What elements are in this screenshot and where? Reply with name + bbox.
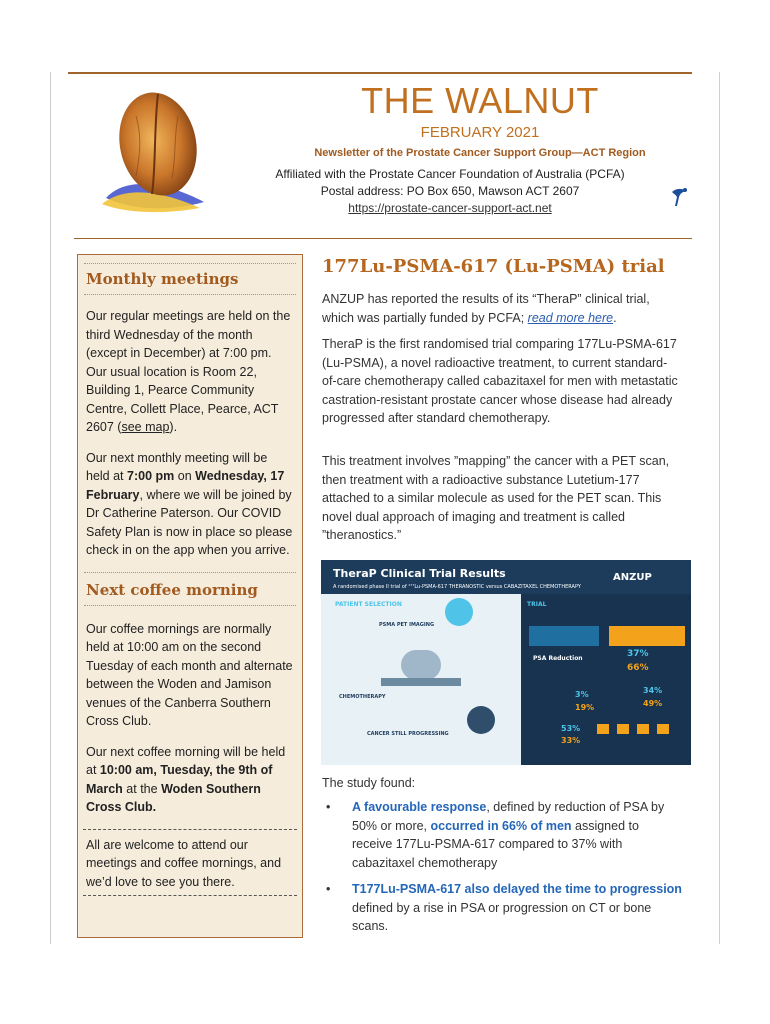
issue-month: FEBRUARY 2021	[420, 124, 540, 141]
read-more-link[interactable]: read more here	[527, 310, 614, 325]
next-meeting-c: on	[174, 469, 196, 483]
next-meeting-e: , where we will be joined by Dr Catherine Paterson. Our COVID Safety Plan is now in place so please check in on the app when you arrive.	[86, 487, 293, 557]
next-meeting-text	[78, 449, 302, 560]
psma-pet-label: PSMA PET IMAGING	[379, 622, 435, 628]
finding-text: assigned to receive 177Lu-PSMA-617 compared to 37% with cabazitaxel chemotherapy	[352, 818, 639, 870]
coffee-morning-heading: Next coffee morning	[86, 580, 258, 599]
next-coffee-a: Our next coffee morning will be held at	[86, 744, 286, 777]
next-meeting-a: Our next monthly meeting will be held at	[86, 450, 268, 483]
cabazitaxel-box	[529, 626, 599, 646]
sidebar-panel	[77, 254, 303, 938]
monthly-text-b: ).	[169, 420, 178, 434]
monthly-meetings-text	[78, 307, 302, 437]
infographic-subtitle: A randomised phase II trial of ¹⁷⁷Lu-PSMA-617 THERANOSTIC versus CABAZITAXEL CHEMOTHERAPY	[333, 584, 581, 590]
next-coffee-time: 10:00 am, Tuesday, the 9th of March	[86, 763, 273, 796]
cell-image	[467, 706, 495, 734]
finding-item	[322, 798, 682, 872]
finding-highlight: occurred in 66% of men	[430, 818, 572, 833]
next-coffee-venue: Woden Southern Cross Club.	[86, 781, 261, 814]
next-coffee-text	[78, 743, 302, 817]
see-map-link[interactable]: see map	[121, 420, 170, 434]
walnut-logo	[96, 86, 214, 214]
article-paragraph-therap: TheraP is the first randomised trial comparing 177Lu-PSMA-617 (Lu-PSMA), a novel radioactive treatment, to current standard-of-care chemotherapy called cabazitaxel for men with metastatic castration-resistant prostate cancer whose disease had already progressed after standard chemotherapy.	[322, 337, 678, 425]
intro-end: .	[613, 310, 617, 325]
article-intro	[322, 290, 680, 327]
monthly-meetings-heading: Monthly meetings	[86, 270, 239, 288]
postal-address: Postal address: PO Box 650, Mawson ACT 2607	[320, 184, 580, 198]
infographic-title: TheraP Clinical Trial Results	[333, 567, 506, 580]
side-effect-icon	[597, 724, 609, 734]
website-link[interactable]: https://prostate-cancer-support-act.net	[348, 201, 552, 215]
finding-text: defined by a rise in PSA or progression on CT or bone scans.	[352, 900, 652, 933]
side-effect-icon	[617, 724, 629, 734]
newsletter-subtitle: Newsletter of the Prostate Cancer Support Group—ACT Region	[314, 147, 646, 159]
side-effect-icon	[657, 724, 669, 734]
divider	[83, 829, 297, 830]
next-coffee-c: at the	[122, 781, 162, 796]
article-heading: 177Lu-PSMA-617 (Lu-PSMA) trial	[322, 256, 665, 277]
welcome-text: All are welcome to attend our meetings and coffee mornings, and we’d love to see you there.	[86, 837, 282, 889]
article-paragraph-theranostics: This treatment involves ”mapping” the cancer with a PET scan, then treatment with a radioactive substance Lutetium-177 attached to a similar molecule as used for the PET scan. This novel dual approach of imaging and treatment is called ”theranostics.”	[322, 454, 670, 542]
trial-infographic	[321, 560, 691, 765]
finding-item	[322, 880, 682, 936]
stat-34: 34%	[643, 686, 663, 695]
header-top-rule	[68, 72, 692, 74]
stat-3: 3%	[575, 690, 589, 699]
scanner-shape	[401, 650, 441, 680]
stat-33: 33%	[561, 736, 581, 745]
finding-highlight: T177Lu-PSMA-617 also delayed the time to progression	[352, 882, 682, 896]
pcfa-logo-icon	[668, 186, 690, 208]
divider	[83, 895, 297, 896]
right-border	[719, 72, 720, 944]
finding-text: , defined by reduction of PSA by 50% or more,	[352, 800, 665, 833]
stat-49: 49%	[643, 699, 663, 708]
infographic-graphic	[321, 560, 691, 765]
findings-list	[322, 798, 682, 944]
study-found-label: The study found:	[322, 776, 416, 790]
patient-selection-label: PATIENT SELECTION	[335, 601, 402, 608]
stat-53: 53%	[561, 724, 581, 733]
monthly-text-a: Our regular meetings are held on the third Wednesday of the month (except in December) at 7:00 pm. Our usual location is Room 22, Building 1, Pearce Community Centre, Collett Place, Pearce, ACT 2607 (	[86, 309, 291, 434]
psa-reduction-label: PSA Reduction	[533, 655, 583, 662]
affiliation-block	[240, 166, 660, 217]
progressing-label: CANCER STILL PROGRESSING	[367, 731, 449, 737]
next-meeting-time: 7:00 pm	[127, 469, 175, 483]
divider	[84, 605, 296, 606]
stat-37: 37%	[627, 649, 649, 659]
newsletter-title: THE WALNUT	[361, 80, 599, 121]
next-meeting-date: Wednesday, 17 February	[86, 469, 285, 502]
chemotherapy-label: CHEMOTHERAPY	[339, 694, 386, 700]
divider	[84, 294, 296, 295]
coffee-morning-text: Our coffee mornings are normally held at 10:00 am on the second Tuesday of each month and alternate between the Woden and Jamison venues of the Canberra Southern Cross Club.	[86, 621, 293, 728]
anzup-logo: ANZUP	[613, 572, 652, 583]
affiliation-text: Affiliated with the Prostate Cancer Foundation of Australia (PCFA)	[275, 167, 625, 181]
stat-66: 66%	[627, 663, 649, 673]
stat-19: 19%	[575, 703, 595, 712]
intro-text: ANZUP has reported the results of its “TheraP” clinical trial, which was partially funded by PCFA;	[322, 292, 650, 325]
trial-label: TRIAL	[527, 601, 547, 608]
finding-highlight: A favourable response	[352, 800, 487, 814]
left-border	[50, 72, 51, 944]
lu-psma-box	[609, 626, 685, 646]
side-effect-icon	[637, 724, 649, 734]
patient-count-circle	[445, 598, 473, 626]
header-divider	[74, 238, 692, 239]
scanner-bed	[381, 678, 461, 686]
